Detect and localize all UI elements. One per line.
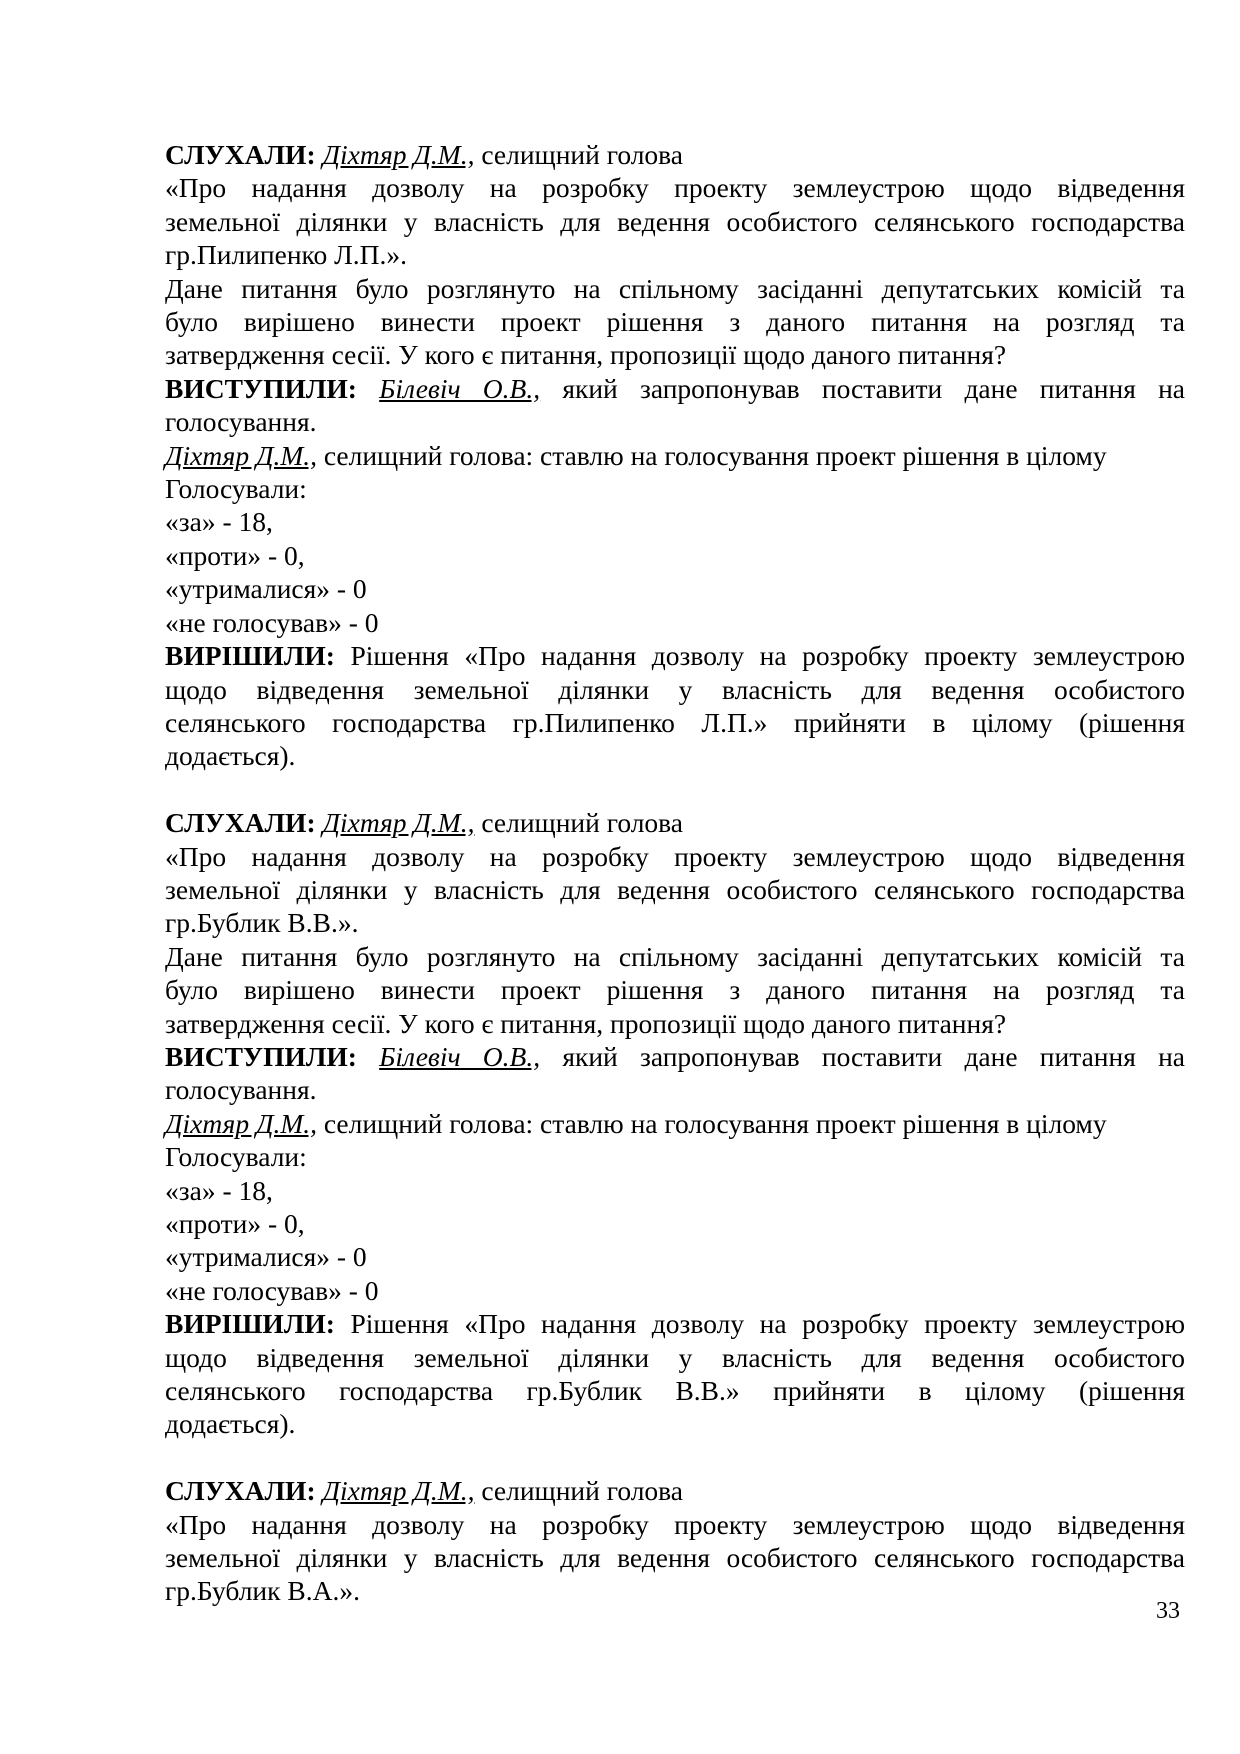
vote-abstain: «утрималися» - 0 (165, 1241, 367, 1273)
decided-label: ВИРІШИЛИ: (165, 640, 335, 672)
spoke-label: ВИСТУПИЛИ: (165, 372, 357, 404)
page-number: 33 (1156, 1598, 1180, 1624)
spoke-line-cont: голосування. (165, 1074, 317, 1106)
topic-line: гр.Пилипенко Л.П.». (165, 239, 408, 271)
section-gap (165, 1441, 1185, 1474)
spoke-text: який запропонував поставити дане питання на (562, 1040, 1185, 1072)
decided-label: ВИРІШИЛИ: (165, 1308, 335, 1340)
decided-line: щодо відведення земельної ділянки у власність для ведення особистого (165, 673, 1185, 705)
topic-line: гр.Бублик В.А.». (165, 1575, 360, 1607)
heard-label: СЛУХАЛИ: (165, 1475, 316, 1507)
discussion-line: було вирішено винести проект рішення з даного питання на розгляд та (165, 974, 1185, 1006)
vote-not-voted: «не голосував» - 0 (165, 606, 379, 638)
vote-for: «за» - 18, (165, 1174, 273, 1206)
discussion-line: було вирішено винести проект рішення з даного питання на розгляд та (165, 306, 1185, 338)
vote-not-voted: «не голосував» - 0 (165, 1274, 379, 1306)
chair-text: селищний голова: ставлю на голосування проект рішення в цілому (323, 439, 1107, 471)
section-gap (165, 773, 1185, 806)
discussion-line: затвердження сесії. У кого є питання, пропозиції щодо даного питання? (165, 1007, 1007, 1039)
chair-person: Діхтяр Д.М., (165, 439, 317, 471)
heard-line (165, 1474, 1185, 1507)
chair-line (165, 1107, 1185, 1140)
spoke-label: ВИСТУПИЛИ: (165, 1040, 357, 1072)
vote-for: «за» - 18, (165, 506, 273, 538)
heard-role: селищний голова (481, 1475, 684, 1507)
heard-line (165, 138, 1185, 171)
decided-line: додається). (165, 740, 296, 772)
topic-line: земельної ділянки у власність для ведення особистого селянського господарства (165, 205, 1185, 237)
discussion-line: затвердження сесії. У кого є питання, пропозиції щодо даного питання? (165, 339, 1007, 371)
topic-line: земельної ділянки у власність для ведення особистого селянського господарства (165, 873, 1185, 905)
spoke-line-cont: голосування. (165, 406, 317, 438)
spoke-line (165, 1040, 1185, 1073)
decided-line: щодо відведення земельної ділянки у власність для ведення особистого (165, 1341, 1185, 1373)
vote-against: «проти» - 0, (165, 539, 305, 571)
heard-line (165, 806, 1185, 839)
heard-person: Діхтяр Д.М., (322, 1475, 475, 1507)
spoke-text: який запропонував поставити дане питання на (562, 372, 1185, 404)
voted-label: Голосували: (165, 1141, 307, 1173)
topic-line: «Про надання дозволу на розробку проекту землеустрою щодо відведення (165, 172, 1185, 204)
topic-line: земельної ділянки у власність для ведення особистого селянського господарства (165, 1542, 1185, 1574)
spoke-line (165, 372, 1185, 405)
vote-abstain: «утрималися» - 0 (165, 573, 367, 605)
topic-line: «Про надання дозволу на розробку проекту землеустрою щодо відведення (165, 1508, 1185, 1540)
heard-label: СЛУХАЛИ: (165, 807, 316, 839)
discussion-line: Дане питання було розглянуто на спільному засіданні депутатських комісій та (165, 940, 1185, 972)
discussion-line: Дане питання було розглянуто на спільному засіданні депутатських комісій та (165, 272, 1185, 304)
decided-line (165, 1307, 1185, 1340)
heard-label: СЛУХАЛИ: (165, 139, 316, 170)
spoke-person: Білевіч О.В., (379, 372, 541, 404)
chair-text: селищний голова: ставлю на голосування проект рішення в цілому (323, 1107, 1107, 1139)
decided-line: селянського господарства гр.Бублик В.В.» прийняти в цілому (рішення (165, 1375, 1185, 1407)
heard-role: селищний голова (481, 807, 684, 839)
heard-role: селищний голова (481, 139, 684, 170)
decided-text: Рішення «Про надання дозволу на розробку проекту землеустрою (350, 1308, 1186, 1340)
document-page (165, 138, 1185, 1608)
decided-text: Рішення «Про надання дозволу на розробку проекту землеустрою (350, 640, 1186, 672)
decided-line (165, 639, 1185, 672)
topic-line: «Про надання дозволу на розробку проекту землеустрою щодо відведення (165, 840, 1185, 872)
heard-person: Діхтяр Д.М., (322, 807, 475, 839)
heard-person: Діхтяр Д.М., (322, 139, 475, 170)
decided-line: додається). (165, 1408, 296, 1440)
vote-against: «проти» - 0, (165, 1207, 305, 1239)
decided-line: селянського господарства гр.Пилипенко Л.П.» прийняти в цілому (рішення (165, 706, 1185, 738)
chair-person: Діхтяр Д.М., (165, 1107, 317, 1139)
chair-line (165, 439, 1185, 472)
spoke-person: Білевіч О.В., (379, 1040, 541, 1072)
topic-line: гр.Бублик В.В.». (165, 907, 359, 939)
voted-label: Голосували: (165, 473, 307, 505)
